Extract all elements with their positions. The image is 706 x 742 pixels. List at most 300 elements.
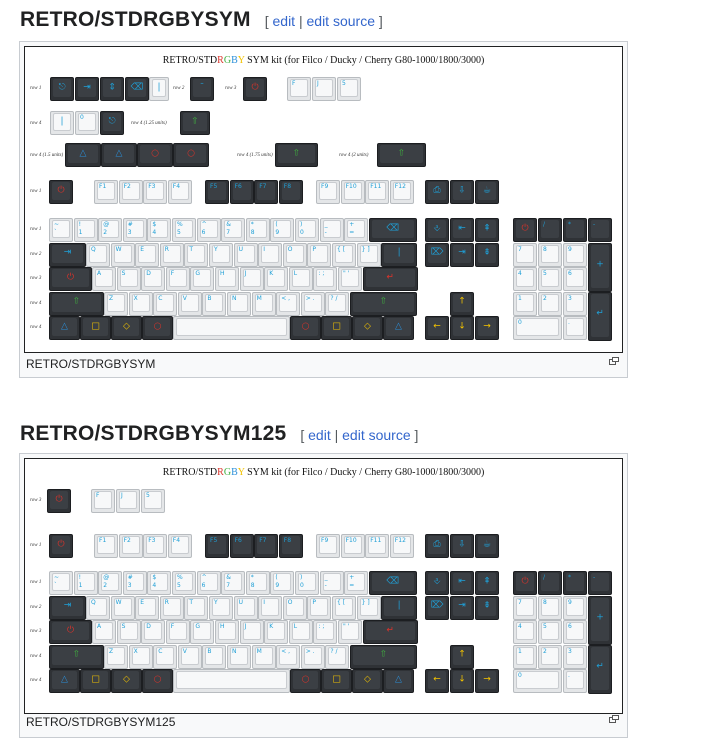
keycap (100, 111, 124, 135)
keycap (332, 243, 356, 267)
keycap (475, 218, 499, 242)
keycap (341, 180, 365, 204)
key-legend-lower: 0 (300, 582, 304, 589)
circle-icon: ○ (153, 321, 162, 332)
keycap (290, 669, 321, 693)
key-legend-lower: 9 (275, 582, 280, 589)
key-legend: 1 (518, 647, 522, 655)
key-legend: " ' (343, 623, 350, 630)
keycap (450, 669, 474, 693)
key-legend: { [ (337, 245, 346, 253)
key-legend: . (568, 672, 570, 679)
keycap (307, 596, 331, 620)
keycap (350, 645, 417, 669)
key-legend: . (568, 319, 570, 326)
keycap (383, 669, 414, 693)
row-label: row 1 (30, 189, 42, 194)
section-title: RETRO/STDRGBYSYM (20, 8, 251, 31)
keycap (279, 534, 303, 558)
key-legend: 0 (518, 672, 522, 679)
page-up-icon: ⇞ (483, 223, 491, 234)
key-legend: H (220, 270, 225, 277)
caps-lock-icon: ⏻ (66, 625, 75, 636)
diamond-icon: ◇ (364, 674, 371, 685)
backspace-icon: ⌫ (130, 82, 144, 93)
key-legend: B (207, 647, 212, 655)
key-legend: F3 (148, 537, 156, 544)
keycap (227, 645, 251, 669)
enlarge-icon[interactable] (609, 715, 619, 723)
pause-icon: ☕ (482, 539, 492, 550)
keycap (425, 243, 449, 267)
keycap (252, 645, 276, 669)
keycap (49, 534, 73, 558)
triangle-icon: △ (79, 148, 87, 159)
keycap (563, 243, 587, 267)
key-legend: ? / (330, 294, 338, 302)
keycap (450, 292, 474, 316)
key-legend-lower: 8 (250, 582, 255, 589)
tab-icon: ⇥ (83, 82, 91, 93)
key-legend: F10 (345, 183, 357, 190)
key-legend: 7 (518, 245, 522, 253)
edit-link[interactable]: edit (272, 13, 296, 29)
keycap (307, 243, 331, 267)
row-label: row 4 (1.75 units) (237, 153, 273, 158)
keycap (197, 218, 221, 242)
key-legend: Y (214, 245, 218, 253)
key-legend: W (115, 598, 122, 606)
key-legend-lower: ` (54, 229, 57, 236)
keycap (450, 534, 474, 558)
keycap (111, 596, 135, 620)
keycap (588, 292, 612, 341)
keycap (65, 143, 101, 167)
keyboard-kit-image[interactable] (24, 458, 623, 714)
keycap (94, 534, 118, 558)
triangle-icon: △ (395, 674, 402, 685)
keycap (117, 267, 141, 291)
shift-icon: ⇧ (72, 649, 81, 660)
keycap (320, 218, 344, 242)
enter-icon: ↵ (386, 272, 394, 283)
edit-source-link[interactable]: edit source (306, 13, 375, 29)
key-legend: J (244, 270, 247, 277)
edit-links: [ edit | edit source ] (264, 13, 383, 29)
updown-icon: ⇕ (108, 82, 116, 93)
keycap (538, 620, 562, 644)
page-down-icon: ⇟ (483, 247, 491, 258)
keycap (287, 77, 311, 101)
keycap (221, 218, 245, 242)
key-legend: F5 (210, 537, 218, 544)
key-legend: 4 (518, 270, 522, 277)
shift-icon: ⇧ (292, 148, 301, 159)
keycap (295, 571, 319, 595)
plus-icon: + (596, 259, 604, 270)
keycap (230, 534, 254, 558)
key-legend: M (256, 294, 262, 302)
keycap (49, 243, 86, 267)
row-label: row 4 (30, 678, 42, 683)
key-legend-lower: 2 (103, 582, 108, 589)
key-legend: F6 (234, 537, 242, 544)
key-legend-lower: 7 (226, 229, 231, 236)
keycap (258, 596, 282, 620)
keycap (563, 571, 587, 595)
keycap (381, 243, 417, 267)
keycap (254, 180, 278, 204)
key-legend: F6 (234, 183, 242, 190)
keycap (234, 243, 258, 267)
key-legend-lower: ` (54, 582, 57, 589)
end-icon: ⇥ (458, 247, 466, 258)
keycap (123, 218, 147, 242)
key-legend: 3 (568, 294, 572, 302)
key-legend: % (177, 574, 183, 581)
keycap (166, 267, 190, 291)
keycap (101, 143, 137, 167)
keycap (425, 571, 449, 595)
page-up-icon: ⇞ (483, 576, 491, 587)
key-legend: 2 (543, 294, 547, 302)
row-label: row 4 (30, 653, 42, 659)
keycap (197, 571, 221, 595)
keycap (425, 316, 449, 340)
row-label: row 4 (1.5 units) (30, 153, 64, 158)
keycap (369, 571, 417, 595)
keycap (258, 243, 282, 267)
keycap (513, 645, 537, 669)
circle-icon: ○ (301, 674, 310, 685)
keycap (246, 571, 270, 595)
keycap (92, 267, 116, 291)
section-heading (20, 422, 418, 446)
enter-icon: ↵ (386, 625, 394, 636)
key-legend: @ (103, 574, 110, 581)
keycap (289, 267, 313, 291)
key-legend: J (121, 492, 123, 499)
image-frame (19, 453, 628, 738)
key-legend: F (96, 492, 100, 499)
keycap (202, 645, 226, 669)
keycap (246, 218, 270, 242)
keycap (450, 645, 474, 669)
num-lock-icon: ⏻ (521, 223, 529, 234)
key-legend-lower: 2 (103, 229, 108, 236)
keycap (116, 489, 140, 513)
key-legend: F4 (172, 183, 181, 190)
keycap (98, 571, 122, 595)
keycap (425, 218, 449, 242)
keycap (450, 596, 474, 620)
key-legend: P (312, 598, 317, 606)
key-legend: F11 (370, 537, 382, 544)
key-legend: E (140, 598, 144, 606)
keycap (338, 620, 362, 644)
key-legend: I (263, 598, 265, 606)
row-label: row 1 (30, 543, 42, 548)
square-icon: □ (91, 674, 100, 685)
key-legend: & (226, 574, 231, 581)
keycap (369, 218, 417, 242)
keycap (49, 645, 104, 669)
key-legend: F (292, 80, 296, 87)
power-icon: ⏻ (57, 539, 65, 550)
key-legend: F10 (345, 537, 357, 544)
row-label: row 3 (30, 276, 42, 281)
insert-icon: ⎀ (433, 576, 441, 587)
keycap (49, 292, 104, 316)
key-legend: S (121, 623, 126, 630)
keycap (538, 645, 562, 669)
macron-icon: ¯ (199, 82, 205, 93)
keycap (75, 77, 99, 101)
key-legend: F2 (123, 183, 131, 190)
key-legend: T (189, 598, 194, 606)
pipe-icon: | (60, 116, 64, 127)
key-legend: G (195, 270, 201, 277)
key-legend: 5 (146, 492, 150, 499)
edit-link[interactable]: edit (308, 427, 331, 443)
home-icon: ⇤ (458, 576, 466, 587)
key-legend: $ (152, 221, 157, 228)
keycap (240, 267, 264, 291)
key-legend: K (269, 623, 274, 630)
key-legend: 5 (543, 623, 547, 630)
key-legend: F1 (99, 537, 107, 544)
keycap (563, 316, 587, 340)
escape-icon: ⎋ (58, 82, 66, 93)
circle-icon: ○ (187, 148, 195, 159)
keycap (425, 180, 449, 204)
numpad-enter-icon: ↵ (596, 661, 604, 672)
kit-title: RETRO/STDRGBY SYM kit (for Filco / Ducky / Cherry G80-1000/1800/3000) (162, 467, 485, 478)
keycap (381, 596, 417, 620)
key-legend-lower: 1 (78, 229, 83, 236)
key-legend: F3 (148, 183, 156, 190)
section-heading (20, 8, 383, 32)
keycap (172, 218, 196, 242)
keycap (141, 620, 165, 644)
shift-icon: ⇧ (191, 116, 199, 127)
key-legend: 6 (568, 270, 572, 277)
keycap (338, 267, 362, 291)
keycap (75, 111, 99, 135)
edit-source-link[interactable]: edit source (342, 427, 411, 443)
keycap (275, 143, 318, 167)
keycap (172, 571, 196, 595)
keycap (215, 620, 239, 644)
keycap (91, 489, 115, 513)
keycap (264, 620, 288, 644)
key-legend: F9 (321, 183, 329, 190)
key-legend: F7 (259, 537, 267, 544)
key-legend: E (140, 245, 144, 253)
key-legend: 0 (518, 319, 522, 326)
key-legend: X (133, 294, 138, 302)
key-legend-lower: - (324, 229, 327, 236)
caps-lock-icon: ⏻ (66, 272, 75, 283)
keycap (513, 267, 537, 291)
keycap (276, 292, 300, 316)
keycap (184, 243, 208, 267)
triangle-icon: △ (61, 674, 68, 685)
key-legend: F2 (123, 537, 131, 544)
key-legend: L (293, 270, 298, 277)
keycap (316, 180, 340, 204)
key-legend: < , (281, 294, 291, 302)
row-label: row 2 (173, 86, 185, 91)
keycap (538, 243, 562, 267)
keycap (123, 571, 147, 595)
pause-icon: ☕ (482, 185, 492, 196)
key-legend: W (115, 245, 122, 253)
key-legend: # (127, 221, 133, 228)
power-icon: ⏻ (57, 185, 65, 196)
keycap (190, 620, 214, 644)
row-label: row 4 (30, 325, 42, 330)
keycap (153, 645, 177, 669)
key-legend: } ] (361, 245, 370, 253)
keycap (475, 180, 499, 204)
key-legend: J (244, 623, 247, 630)
keycap (563, 596, 587, 620)
keycap (92, 620, 116, 644)
keycap (227, 292, 251, 316)
key-legend-lower: 6 (201, 229, 206, 236)
keycap (513, 596, 537, 620)
keycap (153, 292, 177, 316)
keycap (230, 180, 254, 204)
keycap (209, 243, 233, 267)
key-legend: C (158, 647, 163, 655)
keycap (80, 316, 111, 340)
key-legend: F8 (283, 183, 292, 190)
keycap (142, 669, 173, 693)
backslash-icon: | (397, 247, 401, 258)
keycap (119, 534, 143, 558)
key-legend: F11 (370, 183, 382, 190)
delete-icon: ⌦ (430, 600, 444, 611)
key-legend: ) (300, 574, 303, 581)
arrow-up-icon: ↑ (458, 296, 466, 307)
key-legend: C (158, 294, 163, 302)
image-frame (19, 41, 628, 378)
keycap (365, 180, 389, 204)
key-legend: 0 (80, 114, 84, 121)
section-title: RETRO/STDRGBYSYM125 (20, 422, 287, 445)
arrow-right-icon: → (483, 321, 491, 332)
key-legend: K (269, 270, 274, 277)
home-icon: ⇤ (458, 223, 466, 234)
key-legend: 5 (543, 270, 547, 277)
keycap (563, 218, 587, 242)
key-legend: 4 (518, 623, 522, 630)
circle-icon: ○ (301, 321, 310, 332)
key-legend: > . (305, 294, 315, 302)
keycap (221, 571, 245, 595)
keycap (425, 596, 449, 620)
key-legend-lower: = (349, 229, 355, 236)
keycap (270, 571, 294, 595)
tab-icon: ⇥ (63, 247, 72, 258)
key-legend: O (287, 245, 293, 253)
keycap (563, 292, 587, 316)
keycap (450, 243, 474, 267)
keycap (160, 243, 184, 267)
key-legend: F8 (283, 537, 292, 544)
keycap (313, 267, 337, 291)
keycap (563, 669, 587, 693)
keycap (137, 143, 173, 167)
key-legend: ! (78, 221, 81, 228)
square-icon: □ (332, 674, 341, 685)
keycap (173, 143, 209, 167)
keycap (209, 596, 233, 620)
keycap (320, 571, 344, 595)
key-legend: 2 (543, 647, 547, 655)
key-legend: N (232, 294, 237, 302)
page-down-icon: ⇟ (483, 600, 491, 611)
keycap (538, 571, 562, 595)
key-legend-lower: 4 (152, 229, 157, 236)
key-legend: B (207, 294, 212, 302)
keycap (143, 534, 167, 558)
row-label: row 1 (30, 227, 42, 232)
keycap (205, 534, 229, 558)
power-icon: ⏻ (251, 82, 259, 93)
key-legend: _ (324, 221, 328, 228)
keycap (104, 292, 128, 316)
power-icon: ⏻ (55, 494, 63, 505)
shift-icon: ⇧ (379, 649, 388, 660)
keycap (337, 77, 361, 101)
keycap (86, 243, 110, 267)
keycap (344, 218, 368, 242)
keycap (166, 620, 190, 644)
key-legend: F12 (394, 183, 406, 190)
key-legend: ! (78, 574, 81, 581)
key-legend: F (170, 623, 175, 630)
triangle-icon: △ (395, 321, 402, 332)
key-legend: : ; (318, 623, 325, 630)
key-legend: * (568, 574, 571, 581)
keycap (168, 534, 192, 558)
key-legend: ~ (54, 574, 60, 581)
key-legend: O (287, 598, 293, 606)
keyboard-kit-image[interactable] (24, 46, 623, 353)
keycap (94, 180, 118, 204)
keycap (563, 267, 587, 291)
key-legend: Z (109, 647, 114, 655)
key-legend: R (164, 245, 169, 253)
key-legend-lower: 5 (177, 582, 181, 589)
keycap (49, 596, 86, 620)
keycap (325, 645, 349, 669)
keycap (390, 180, 414, 204)
keycap (119, 180, 143, 204)
keycap (513, 243, 537, 267)
enlarge-icon[interactable] (609, 357, 619, 365)
key-legend: * (568, 221, 571, 228)
key-legend: ( (275, 574, 278, 581)
keycap (168, 180, 192, 204)
keycap (513, 316, 562, 340)
key-legend: { [ (337, 598, 346, 606)
key-legend: F12 (394, 537, 406, 544)
key-legend: % (177, 221, 183, 228)
